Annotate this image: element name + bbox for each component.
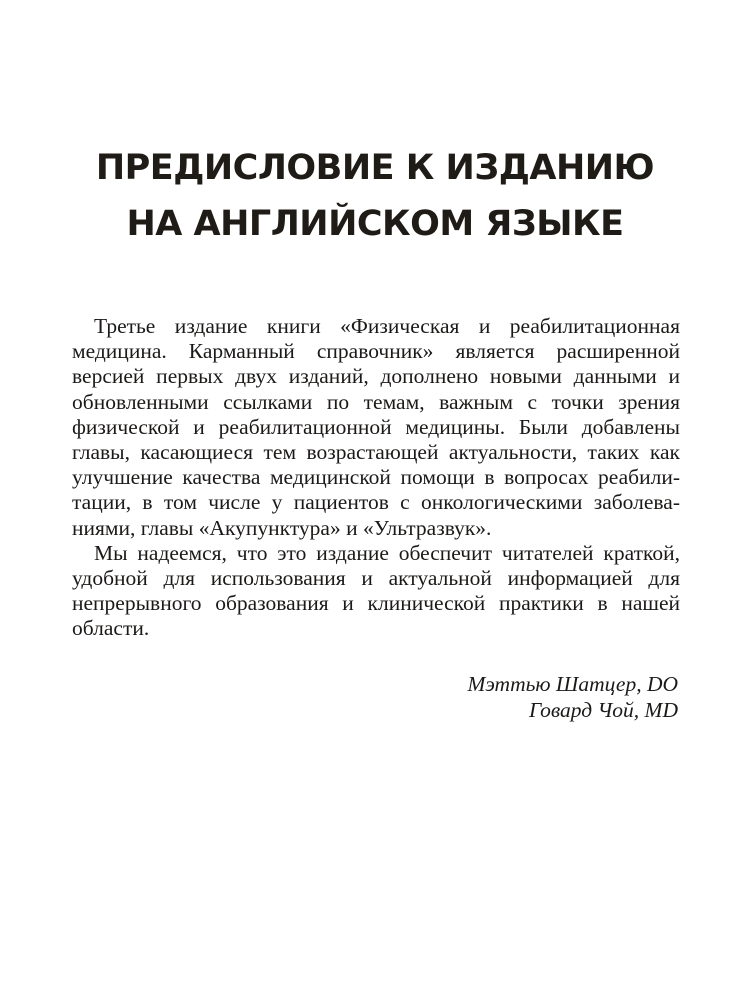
preface-paragraph-1: Третье издание книги «Физическая и реабилитационная медицина. Карманный справочник» является расширенной версией первых двух изданий, дополнено новыми данными и обновленными ссылками по темам, важным с точки зрения физической и реабилитационной медицины. Были добавлены главы, касающиеся тем возрастающей актуальности, таких как улучшение качества медицинской помощи в вопросах реабилитации, в том числе у пациентов с онкологическими заболеваниями, главы «Акупунктура» и «Ультразвук».	[72, 314, 680, 540]
preface-paragraph-2: Мы надеемся, что это издание обеспечит читателей краткой, удобной для использования и актуальной информацией для непрерывного образования и клинической практики в нашей области.	[72, 540, 680, 641]
preface-body	[72, 314, 680, 642]
title-line-2: НА АНГЛИЙСКОМ ЯЗЫКЕ	[126, 204, 624, 244]
title-line-1: ПРЕДИСЛОВИЕ К ИЗДАНИЮ	[95, 148, 655, 188]
author-signatures	[72, 671, 678, 723]
author-signature-1: Мэттью Шатцер, DO	[467, 672, 678, 696]
page-title	[40, 140, 710, 252]
author-signature-2: Говард Чой, MD	[528, 698, 678, 722]
